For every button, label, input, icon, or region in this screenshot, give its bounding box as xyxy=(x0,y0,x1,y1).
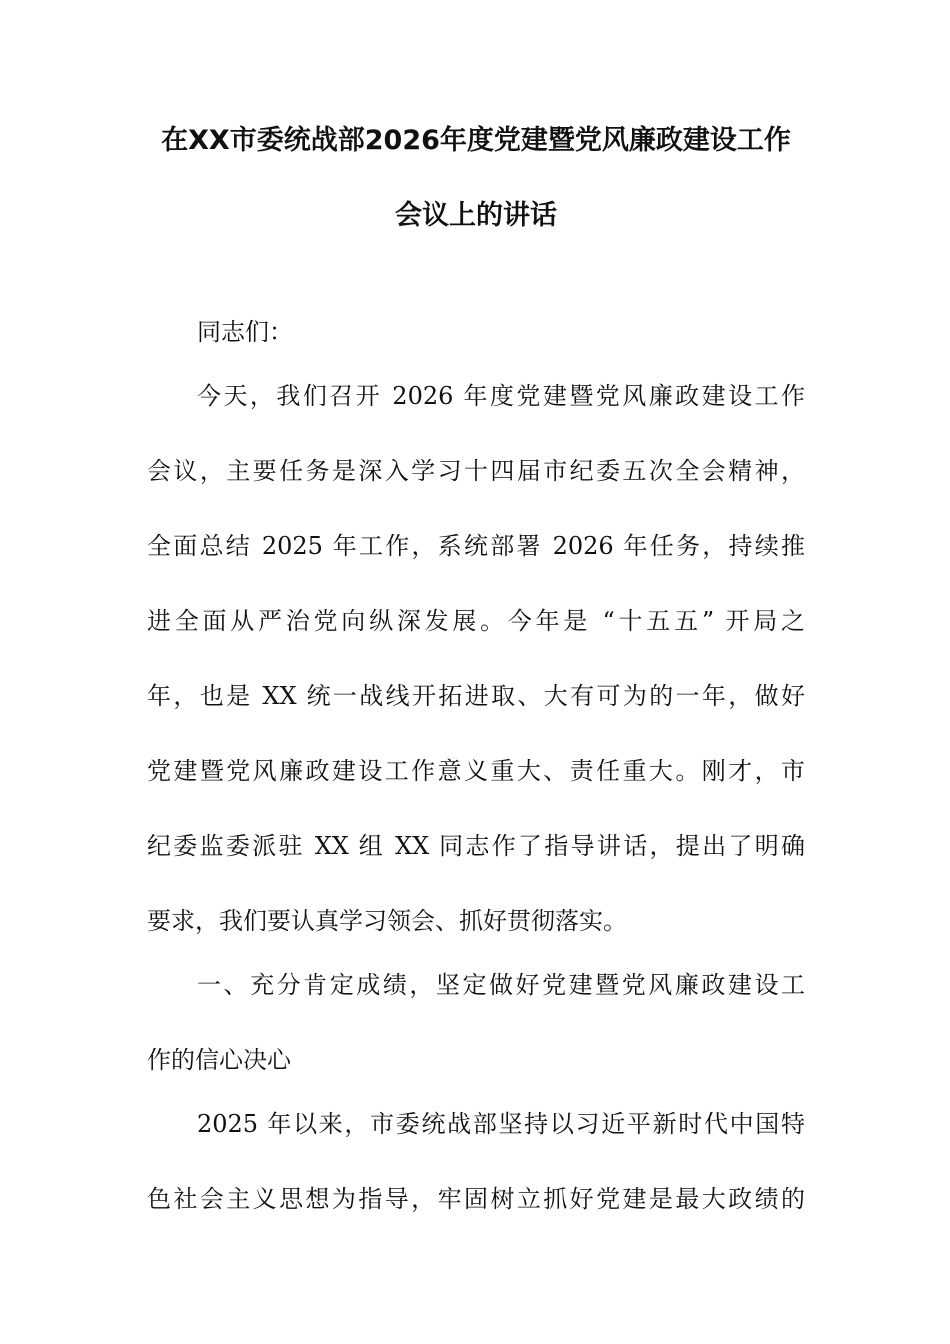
section-heading-line: 作的信心决心 xyxy=(147,1046,291,1074)
paragraph-line: 要求，我们要认真学习领会、抓好贯彻落实。 xyxy=(147,907,627,935)
paragraph-line: 色社会主义思想为指导，牢固树立抓好党建是最大政绩的 xyxy=(147,1185,805,1213)
document-title-line-2: 会议上的讲话 xyxy=(395,200,557,231)
paragraph-line: 进全面从严治党向纵深发展。今年是 “十五五” 开局之 xyxy=(147,607,805,635)
paragraph-line: 2025 年以来，市委统战部坚持以习近平新时代中国特 xyxy=(197,1110,805,1138)
paragraph-line: 全面总结 2025 年工作，系统部署 2026 年任务，持续推 xyxy=(147,532,805,560)
paragraph-line: 今天，我们召开 2026 年度党建暨党风廉政建设工作 xyxy=(197,382,805,410)
paragraph-line: 会议，主要任务是深入学习十四届市纪委五次全会精神， xyxy=(147,457,805,485)
paragraph-line: 年，也是 XX 统一战线开拓进取、大有可为的一年，做好 xyxy=(147,682,805,710)
paragraph-line: 党建暨党风廉政建设工作意义重大、责任重大。刚才，市 xyxy=(147,757,805,785)
paragraph-line: 纪委监委派驻 XX 组 XX 同志作了指导讲话，提出了明确 xyxy=(147,832,805,860)
section-heading-line: 一、充分肯定成绩，坚定做好党建暨党风廉政建设工 xyxy=(197,971,805,999)
document-title-line-1: 在XX市委统战部2026年度党建暨党风廉政建设工作 xyxy=(161,125,791,156)
salutation: 同志们： xyxy=(197,318,293,346)
